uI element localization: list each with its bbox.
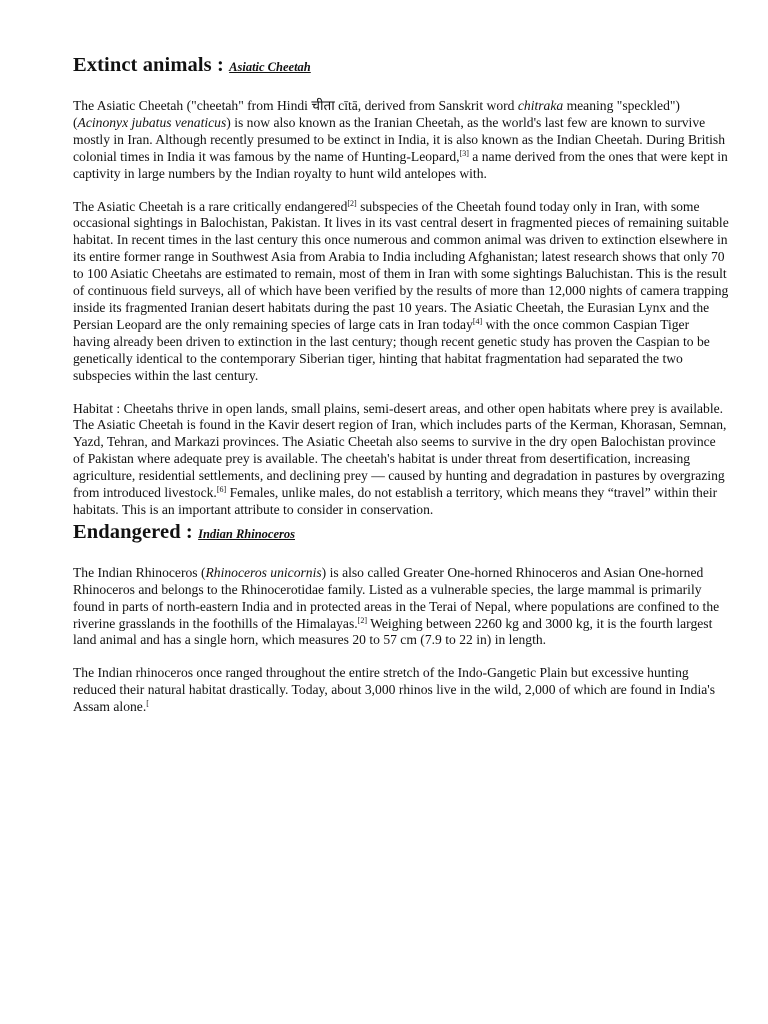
heading-subtitle: Indian Rhinoceros xyxy=(198,526,295,541)
section-heading-endangered xyxy=(73,519,729,547)
heading-subtitle: Asiatic Cheetah xyxy=(229,60,311,74)
text-run: with the once common Caspian Tiger having already been driven to extinction in the last century; though recent genetic study has proven the Caspian to be genetically identical to the contemporary Siberian tiger, hinting that habitat fragmentation had separated the two subspecies within the last century. xyxy=(73,316,710,383)
text-run: Weighing between 2260 kg and 3000 kg, it is the fourth largest land animal and has a single horn, which measures 20 to 57 cm (7.9 to 22 in) in length. xyxy=(73,615,713,648)
text-run: The Asiatic Cheetah ("cheetah" from Hindi चीता cītā, derived from Sanskrit word xyxy=(73,98,518,113)
text-run: The Indian Rhinoceros ( xyxy=(73,564,206,580)
document-page xyxy=(73,52,729,716)
text-run: subspecies of the Cheetah found today only in Iran, with some occasional sightings in Balochistan, Pakistan. It lives in its vast central desert in fragmented pieces of remaining suitable habitat. In recent times in the last century this once numerous and common animal was driven to extinction elsewhere in its entire former range in Southwest Asia from Arabia to India including Afghanistan; latest research shows that only 70 to 100 Asiatic Cheetahs are estimated to remain, most of them in Iran with some sightings Baluchistan. This is the result of continuous field surveys, all of which have been verified by the results of more than 12,000 nights of camera trapping inside its fragmented Iranian desert habitats during the past 10 years. The Asiatic Cheetah, the Eurasian Lynx and the Persian Leopard are the only remaining species of large cats in Iran today xyxy=(73,198,729,332)
cheetah-paragraph-intro xyxy=(73,98,729,183)
scientific-name: Acinonyx jubatus venaticus xyxy=(77,114,227,130)
text-run: Habitat : Cheetahs thrive in open lands, small plains, semi-desert areas, and other open habitats where prey is available. The Asiatic Cheetah is found in the Kavir desert region of Iran, which includes parts of the Kerman, Khorasan, Semnan, Yazd, Tehran, and Markazi provinces. The Asiatic Cheetah also seems to survive in the dry open Balochistan province of Pakistan where adequate prey is available. The cheetah's habitat is under threat from desertification, increasing agriculture, residential settlements, and declining prey — caused by hunting and degradation in pastures by overgrazing from introduced livestock. xyxy=(73,400,727,501)
citation-ref[interactable]: [ xyxy=(146,699,149,709)
text-run: The Asiatic Cheetah is a rare critically endangered xyxy=(73,198,348,214)
heading-label: Endangered : xyxy=(73,520,193,543)
heading-label: Extinct animals : xyxy=(73,54,224,76)
text-run: The Indian rhinoceros once ranged throughout the entire stretch of the Indo-Gangetic Plain but excessive hunting reduced their natural habitat drastically. Today, about 3,000 rhinos live in the wild, 2,000 of which are found in India's Assam alone. xyxy=(73,665,715,715)
text-run: a name derived from the ones that were kept in captivity in large numbers by the Indian royalty to hunt wild antelopes with. xyxy=(73,148,728,181)
citation-ref[interactable]: [2] xyxy=(357,615,367,625)
rhino-paragraph-intro xyxy=(73,565,729,650)
citation-ref[interactable]: [2] xyxy=(347,198,357,208)
rhino-paragraph-range xyxy=(73,665,729,716)
citation-ref[interactable]: [3] xyxy=(459,148,469,158)
citation-ref[interactable]: [6] xyxy=(216,485,227,495)
section-heading-extinct xyxy=(73,52,729,80)
cheetah-paragraph-status xyxy=(73,199,729,385)
citation-ref[interactable]: [4] xyxy=(472,316,483,326)
text-run: ) is also called Greater One-horned Rhinoceros and Asian One-horned Rhinoceros and belongs to the Rhinocerotidae family. Listed as a vulnerable species, the large mammal is primarily found in parts of north-eastern India and in protected areas in the Terai of Nepal, where populations are confined to the riverine grasslands in the foothills of the Himalayas. xyxy=(73,564,720,631)
text-run: ) is now also known as the Iranian Cheetah, as the world's last few are known to survive mostly in Iran. Although recently presumed to be extinct in India, it is also known as the Indian Cheetah. During British colonial times in India it was famous by the name of Hunting-Leopard, xyxy=(73,114,726,164)
cheetah-paragraph-habitat xyxy=(73,401,729,519)
italic-term: chitraka xyxy=(517,98,564,113)
text-run: meaning "speckled") ( xyxy=(73,98,680,130)
text-run: Females, unlike males, do not establish a territory, which means they “travel” within their habitats. This is an important attribute to consider in conservation. xyxy=(73,485,718,517)
scientific-name: Rhinoceros unicornis xyxy=(205,564,322,580)
